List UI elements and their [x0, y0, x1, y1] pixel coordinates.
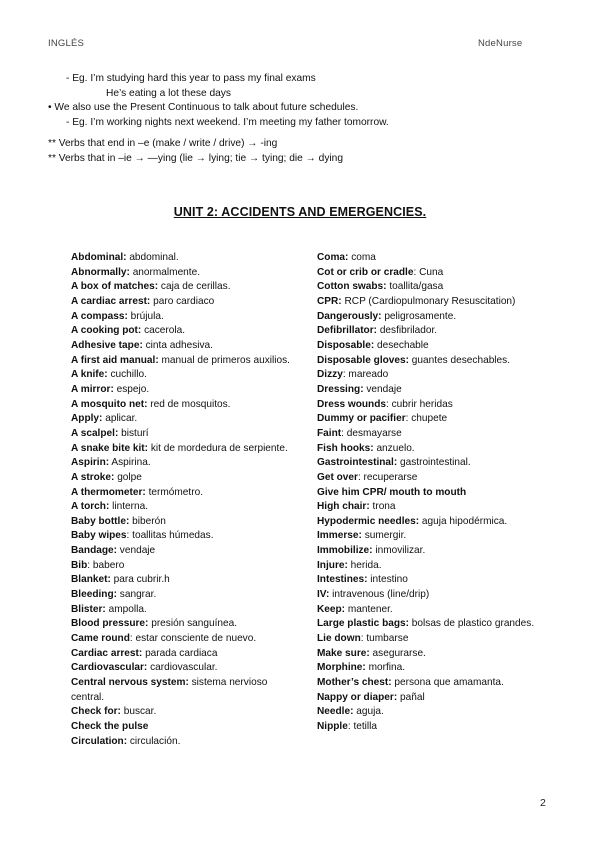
vocab-definition: brújula.: [127, 310, 164, 322]
vocab-term: Abnormally:: [71, 266, 130, 278]
vocab-entry: [317, 383, 547, 398]
grammar-note-line: ** Verbs that in –ie → —ying (lie → lying; tie → tying; die → dying: [48, 152, 344, 164]
vocab-term: Dizzy: [317, 369, 343, 381]
vocab-definition: RCP (Cardiopulmonary Resuscitation): [341, 295, 516, 307]
page-number: 2: [540, 797, 546, 809]
vocab-definition: : desmayarse: [341, 427, 402, 439]
vocab-definition: toallita/gasa: [386, 281, 444, 293]
vocabulary-column-left: [71, 251, 296, 749]
vocab-definition: peligrosamente.: [381, 310, 457, 322]
vocab-entry: [71, 324, 296, 339]
vocab-term: Cardiac arrest:: [71, 647, 143, 659]
vocab-entry: [317, 295, 547, 310]
vocab-definition: : babero: [87, 559, 125, 571]
vocab-entry: [71, 500, 296, 515]
vocab-term: Faint: [317, 427, 342, 439]
vocab-definition: morfina.: [365, 662, 406, 674]
vocab-term: A knife:: [71, 369, 108, 381]
vocab-definition: desfibrilador.: [377, 325, 438, 337]
vocab-term: Coma:: [317, 252, 349, 263]
vocab-term: Gastrointestinal:: [317, 457, 398, 469]
vocab-definition: intestino: [367, 574, 408, 586]
vocab-definition: buscar.: [120, 706, 157, 718]
vocab-definition: paro cardiaco: [150, 295, 215, 307]
header-right-brand: NdeNurse: [478, 38, 523, 49]
vocab-entry: [71, 544, 296, 559]
vocab-definition: kit de mordedura de serpiente.: [148, 442, 288, 454]
vocab-definition: coma: [348, 252, 376, 263]
vocab-entry: [317, 544, 547, 559]
vocab-term: Dressing:: [317, 383, 364, 395]
vocab-term: A box of matches:: [71, 281, 159, 293]
vocab-entry: [71, 603, 296, 618]
vocab-entry: [317, 324, 547, 339]
vocab-term: Cot or crib or cradle: [317, 266, 414, 278]
unit-title: UNIT 2: ACCIDENTS AND EMERGENCIES.: [173, 205, 427, 219]
vocab-term: CPR:: [317, 295, 342, 307]
vocab-definition: manual de primeros auxilios.: [158, 354, 290, 366]
vocab-definition: aplicar.: [102, 413, 138, 425]
vocab-term: Baby bottle:: [71, 515, 130, 527]
vocab-entry: [317, 471, 547, 486]
vocab-entry: [71, 310, 296, 325]
vocab-definition: mantener.: [345, 603, 393, 615]
vocab-entry: [317, 412, 547, 427]
grammar-note-line: ** Verbs that end in –e (make / write / drive) → -ing: [48, 138, 278, 150]
vocab-entry: [317, 515, 547, 530]
vocab-term: IV:: [317, 589, 330, 601]
vocab-definition: bisturí: [118, 427, 149, 439]
vocab-term: Bleeding:: [71, 589, 117, 601]
vocab-definition: anormalmente.: [129, 266, 201, 278]
vocab-term: A scalpel:: [71, 427, 119, 439]
vocab-entry: [71, 471, 296, 486]
vocab-entry: [317, 588, 547, 603]
grammar-note-line: - Eg. I’m working nights next weekend. I’m meeting my father tomorrow.: [66, 116, 389, 128]
vocab-term: Make sure:: [317, 647, 370, 659]
header-left-subject: INGLÉS: [48, 38, 85, 49]
vocab-term: Get over: [317, 471, 358, 483]
vocab-term: Disposable:: [317, 339, 375, 351]
vocab-term: Came round: [71, 633, 130, 645]
vocab-term: Bandage:: [71, 545, 117, 557]
vocab-definition: : tetilla: [347, 721, 378, 732]
vocab-term: Cotton swabs:: [317, 281, 387, 293]
vocab-entry: [317, 368, 547, 383]
vocab-term: Defibrillator:: [317, 325, 378, 337]
vocab-entry: [317, 280, 547, 295]
vocab-term: Central nervous system:: [71, 677, 189, 689]
vocab-term: A cardiac arrest:: [71, 295, 151, 307]
vocab-entry: [317, 442, 547, 457]
vocab-definition: espejo.: [113, 383, 150, 395]
vocab-term: Morphine:: [317, 662, 366, 674]
vocab-entry: [71, 632, 296, 647]
vocab-entry: [317, 354, 547, 369]
vocab-definition: presión sanguínea.: [148, 618, 238, 630]
vocab-definition: biberón: [129, 515, 166, 527]
vocab-definition: : recuperarse: [357, 471, 418, 483]
vocab-entry: [317, 398, 547, 413]
vocab-entry: [71, 383, 296, 398]
vocab-definition: bolsas de plastico grandes.: [409, 618, 535, 630]
vocab-definition: inmovilizar.: [372, 545, 426, 557]
vocab-definition: : tumbarse: [360, 633, 409, 645]
vocab-definition: Aspirina.: [109, 457, 151, 469]
vocab-term: Injure:: [317, 559, 348, 571]
vocab-definition: : mareado: [342, 369, 389, 381]
vocab-term: Intestines:: [317, 574, 368, 586]
vocab-definition: sangrar.: [116, 589, 157, 601]
vocab-term: Dress wounds: [317, 398, 386, 410]
vocab-term: Needle:: [317, 706, 354, 718]
vocab-term: Cardiovascular:: [71, 662, 148, 674]
vocab-term: Blanket:: [71, 574, 111, 586]
vocab-entry: [317, 559, 547, 574]
vocab-term: Check for:: [71, 706, 121, 718]
vocab-entry: [317, 603, 547, 618]
vocab-definition: cuchillo.: [107, 369, 147, 381]
vocab-term: Immerse:: [317, 530, 362, 542]
vocab-definition: ampolla.: [105, 603, 147, 615]
vocab-entry: [71, 705, 296, 720]
vocab-term: A torch:: [71, 501, 110, 513]
vocab-entry: [317, 647, 547, 662]
vocab-term: Adhesive tape:: [71, 339, 143, 351]
vocab-definition: cinta adhesiva.: [142, 339, 213, 351]
vocab-definition: parada cardiaca: [142, 647, 218, 659]
vocab-term: A thermometer:: [71, 486, 146, 498]
vocab-definition: vendaje: [363, 383, 402, 395]
vocab-definition: : Cuna: [413, 266, 444, 278]
vocab-entry: [71, 588, 296, 603]
vocab-definition: circulación.: [127, 735, 181, 747]
vocab-term: Blister:: [71, 603, 106, 615]
vocab-definition: cardiovascular.: [147, 662, 218, 674]
vocab-term: Aspirin:: [71, 457, 110, 469]
vocab-term: Nappy or diaper:: [317, 691, 398, 703]
vocab-entry: [71, 720, 296, 735]
vocab-definition: : toallitas húmedas.: [126, 530, 214, 542]
vocab-term: Nipple: [317, 721, 348, 732]
vocab-definition: sistema nervioso central.: [71, 677, 268, 703]
vocab-term: Mother’s chest:: [317, 677, 392, 689]
vocab-term: A first aid manual:: [71, 354, 159, 366]
vocab-term: Lie down: [317, 633, 361, 645]
vocab-term: Large plastic bags:: [317, 618, 409, 630]
vocab-entry: [317, 529, 547, 544]
vocab-entry: [317, 691, 547, 706]
vocab-entry: [317, 339, 547, 354]
vocab-entry: [317, 720, 547, 735]
vocab-term: Immobilize:: [317, 545, 373, 557]
vocab-term: High chair:: [317, 501, 370, 513]
vocab-definition: linterna.: [109, 501, 149, 513]
vocab-entry: [71, 647, 296, 662]
vocab-definition: : cubrir heridas: [386, 398, 453, 410]
vocab-entry: [317, 427, 547, 442]
vocab-term: A stroke:: [71, 471, 115, 483]
vocab-entry: [71, 559, 296, 574]
vocab-definition: cacerola.: [141, 325, 186, 337]
vocab-entry: [71, 735, 296, 750]
vocab-entry: [71, 442, 296, 457]
vocab-entry: [71, 412, 296, 427]
vocab-entry: [71, 661, 296, 676]
vocab-entry: [71, 339, 296, 354]
vocab-entry: [317, 310, 547, 325]
vocab-definition: pañal: [397, 691, 425, 703]
vocab-entry: [71, 398, 296, 413]
vocab-definition: vendaje: [117, 545, 156, 557]
vocab-entry: [317, 705, 547, 720]
vocab-entry: [71, 354, 296, 369]
vocab-term: Apply:: [71, 413, 103, 425]
vocab-entry: [71, 266, 296, 281]
vocab-definition: intravenous (line/drip): [329, 589, 430, 601]
vocab-definition: red de mosquitos.: [147, 398, 231, 410]
vocab-entry: [71, 529, 296, 544]
grammar-note-spacer: [48, 130, 568, 137]
vocab-entry: [71, 617, 296, 632]
vocab-definition: guantes desechables.: [409, 354, 511, 366]
vocab-definition: herida.: [347, 559, 382, 571]
vocab-entry: [71, 676, 296, 705]
vocab-term: Baby wipes: [71, 530, 127, 542]
vocab-entry: [71, 515, 296, 530]
vocab-term: Fish hooks:: [317, 442, 374, 454]
grammar-note-line: - Eg. I’m studying hard this year to pass my final exams: [66, 73, 316, 84]
vocab-definition: sumergir.: [361, 530, 407, 542]
vocab-definition: gastrointestinal.: [397, 457, 471, 469]
grammar-note-line: • We also use the Present Continuous to talk about future schedules.: [48, 102, 359, 114]
vocab-definition: : chupete: [405, 413, 448, 425]
vocab-term: A cooking pot:: [71, 325, 142, 337]
vocab-entry: [317, 500, 547, 515]
vocab-definition: aguja.: [353, 706, 384, 718]
vocab-term: Bib: [71, 559, 88, 571]
vocab-entry: [71, 486, 296, 501]
vocab-definition: desechable: [374, 339, 429, 351]
vocab-term: A snake bite kit:: [71, 442, 149, 454]
vocab-entry: [71, 427, 296, 442]
vocab-entry: [317, 486, 547, 501]
vocab-entry: [317, 266, 547, 281]
vocab-entry: [317, 632, 547, 647]
vocab-term: Check the pulse: [71, 721, 149, 732]
vocab-term: Disposable gloves:: [317, 354, 409, 366]
vocab-definition: golpe: [114, 471, 142, 483]
vocab-definition: abdominal.: [126, 252, 179, 263]
vocab-entry: [317, 661, 547, 676]
vocab-entry: [71, 280, 296, 295]
vocab-definition: aguja hipodérmica.: [419, 515, 508, 527]
vocab-entry: [317, 617, 547, 632]
vocab-entry: [317, 456, 547, 471]
vocab-entry: [71, 456, 296, 471]
vocab-entry: [71, 251, 296, 266]
vocab-entry: [317, 676, 547, 691]
vocab-term: Dummy or pacifier: [317, 413, 406, 425]
vocabulary-column-right: [317, 251, 547, 735]
vocab-definition: anzuelo.: [373, 442, 415, 454]
vocab-term: Blood pressure:: [71, 618, 149, 630]
grammar-note-line: He’s eating a lot these days: [106, 87, 231, 99]
vocab-entry: [71, 368, 296, 383]
vocab-entry: [317, 573, 547, 588]
vocab-entry: [317, 251, 547, 266]
vocab-definition: asegurarse.: [369, 647, 426, 659]
vocab-definition: termómetro.: [145, 486, 203, 498]
vocab-term: A compass:: [71, 310, 128, 322]
vocab-term: A mosquito net:: [71, 398, 148, 410]
grammar-notes: [48, 72, 568, 167]
vocab-definition: para cubrir.h: [110, 574, 170, 586]
vocab-entry: [71, 573, 296, 588]
vocab-term: Keep:: [317, 603, 346, 615]
vocab-term: Abdominal:: [71, 252, 127, 263]
vocab-definition: caja de cerillas.: [158, 281, 231, 293]
vocab-term: Hypodermic needles:: [317, 515, 420, 527]
vocab-definition: : estar consciente de nuevo.: [129, 633, 257, 645]
vocab-term: A mirror:: [71, 383, 114, 395]
vocab-term: Dangerously:: [317, 310, 382, 322]
vocab-term: Give him CPR/ mouth to mouth: [317, 486, 467, 498]
vocab-entry: [71, 295, 296, 310]
vocab-definition: persona que amamanta.: [391, 677, 504, 689]
vocab-definition: trona: [369, 501, 396, 513]
vocab-term: Circulation:: [71, 735, 128, 747]
